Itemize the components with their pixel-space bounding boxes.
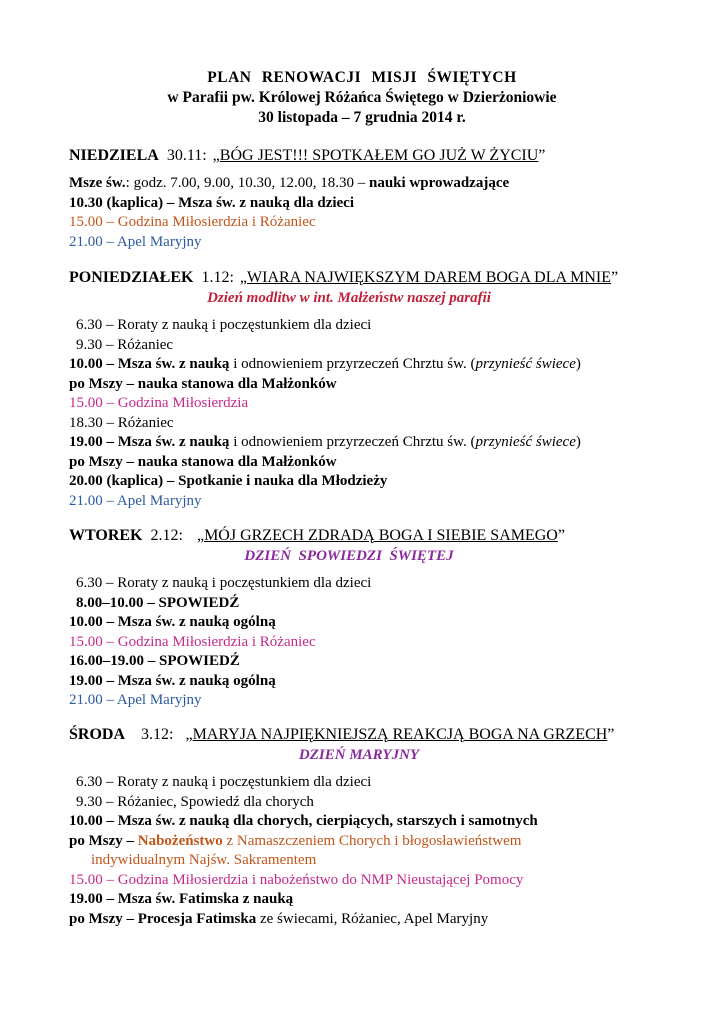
section-tuesday <box>69 526 669 711</box>
schedule-item: 16.00–19.00 – SPOWIEDŹ <box>69 653 240 669</box>
schedule-item: po Mszy – Nabożeństwo z Namaszczeniem Chorych i błogosławieństwem <box>69 832 522 849</box>
schedule-item: 10.00 – Msza św. z nauką ogólną <box>69 614 276 630</box>
day-name: NIEDZIELA <box>69 147 159 164</box>
schedule-item: po Mszy – nauka stanowa dla Małżonków <box>69 453 337 470</box>
section-heading <box>69 725 669 745</box>
schedule-item: 6.30 – Roraty z nauką i poczęstunkiem dla dzieci <box>76 774 372 790</box>
schedule-item: 18.30 – Różaniec <box>69 414 174 431</box>
schedule-list <box>69 773 669 929</box>
day-date: 1.12: <box>201 269 234 286</box>
day-subtitle: DZIEŃ SPOWIEDZI ŚWIĘTEJ <box>244 548 454 564</box>
day-subtitle: DZIEŃ MARYJNY <box>298 747 420 763</box>
day-date: 2.12: <box>150 527 183 544</box>
schedule-item: 21.00 – Apel Maryjny <box>69 492 202 509</box>
schedule-item: 9.30 – Różaniec, Spowiedź dla chorych <box>76 793 314 810</box>
schedule-item: po Mszy – nauka stanowa dla Małżonków <box>69 375 337 392</box>
schedule-item: 8.00–10.00 – SPOWIEDŹ <box>76 594 240 611</box>
date-range: 30 listopada – 7 grudnia 2014 r. <box>258 109 466 126</box>
day-name: ŚRODA <box>69 726 126 743</box>
day-theme: „WIARA NAJWIĘKSZYM DAREM BOGA DLA MNIE” <box>239 269 619 286</box>
day-date: 30.11: <box>166 147 207 164</box>
schedule-item: 10.00 – Msza św. z nauką dla chorych, cierpiących, starszych i samotnych <box>69 813 538 829</box>
section-heading <box>69 268 669 288</box>
schedule-item: 20.00 (kaplica) – Spotkanie i nauka dla Młodzieży <box>69 473 388 489</box>
document-header <box>0 68 724 128</box>
schedule-item: 9.30 – Różaniec <box>76 336 174 353</box>
section-wednesday <box>69 725 669 929</box>
schedule-item: 6.30 – Roraty z nauką i poczęstunkiem dla dzieci <box>76 317 372 333</box>
section-sunday <box>69 146 669 252</box>
schedule-item: 21.00 – Apel Maryjny <box>69 233 202 250</box>
schedule-item: Msze św.: godz. 7.00, 9.00, 10.30, 12.00, 18.30 – nauki wprowadzające <box>69 175 510 191</box>
document-title: PLAN RENOWACJI MISJI ŚWIĘTYCH <box>207 69 517 86</box>
day-name: WTOREK <box>69 527 143 544</box>
schedule-item: 21.00 – Apel Maryjny <box>69 692 202 708</box>
schedule-item: 15.00 – Godzina Miłosierdzia i nabożeństwo do NMP Nieustającej Pomocy <box>69 871 524 888</box>
section-heading <box>69 146 669 166</box>
schedule-item: 15.00 – Godzina Miłosierdzia i Różaniec <box>69 214 316 230</box>
schedule-item: 10.00 – Msza św. z nauką i odnowieniem przyrzeczeń Chrztu św. (przynieść świece) <box>69 356 581 372</box>
schedule-item: indywidualnym Najśw. Sakramentem <box>91 852 317 868</box>
section-heading <box>69 526 669 546</box>
day-date: 3.12: <box>141 726 174 743</box>
schedule-item: 15.00 – Godzina Miłosierdzia i Różaniec <box>69 633 316 650</box>
schedule-item: 10.30 (kaplica) – Msza św. z nauką dla dzieci <box>69 194 355 211</box>
day-theme: „MÓJ GRZECH ZDRADĄ BOGA I SIEBIE SAMEGO” <box>196 527 565 544</box>
day-name: PONIEDZIAŁEK <box>69 269 194 286</box>
schedule-item: 6.30 – Roraty z nauką i poczęstunkiem dla dzieci <box>76 575 372 591</box>
parish-name: w Parafii pw. Królowej Różańca Świętego w Dzierżoniowie <box>167 89 557 106</box>
schedule-list <box>69 174 669 252</box>
schedule-list <box>69 574 669 711</box>
day-theme: „BÓG JEST!!! SPOTKAŁEM GO JUŻ W ŻYCIU” <box>212 147 546 164</box>
day-subtitle: Dzień modlitw w int. Małżeństw naszej parafii <box>207 290 491 306</box>
schedule-item: 19.00 – Msza św. z nauką ogólną <box>69 672 276 689</box>
section-monday <box>69 268 669 511</box>
schedule-item: 19.00 – Msza św. z nauką i odnowieniem przyrzeczeń Chrztu św. (przynieść świece) <box>69 434 581 450</box>
day-theme: „MARYJA NAJPIĘKNIEJSZĄ REAKCJĄ BOGA NA GRZECH” <box>185 726 615 743</box>
schedule-item: 15.00 – Godzina Miłosierdzia <box>69 395 249 411</box>
schedule-item: po Mszy – Procesja Fatimska ze świecami, Różaniec, Apel Maryjny <box>69 910 489 927</box>
schedule-item: 19.00 – Msza św. Fatimska z nauką <box>69 891 294 907</box>
schedule-list <box>69 316 669 511</box>
